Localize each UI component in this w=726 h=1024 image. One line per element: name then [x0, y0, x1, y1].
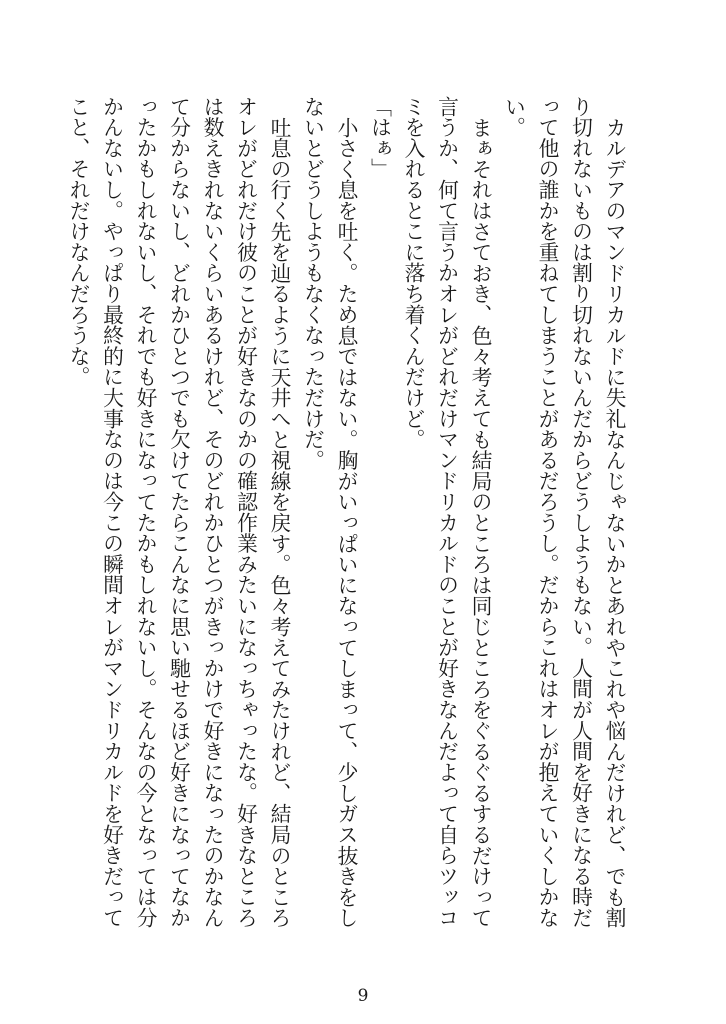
paragraph: カルデアのマンドリカルドに失礼なんじゃないかとあれやこれや悩んだけれど、でも割り切れないものは割り切れないんだからどうしようもない。人間が人間を好きになる時だって他の誰かを重ねてしまうことがあるだろうし。だからこれはオレが抱えていくしかない。: [501, 96, 626, 928]
paragraph: 吐息の行く先を辿るように天井へと視線を戻す。色々考えてみたけれど、結局のところオレがどれだけ彼のことが好きなのかの確認作業みたいになっちゃったな。好きなところは数えきれないくらいあるけれど、そのどれかひとつがきっかけで好きになったのかなんて分からないし、どれかひとつでも欠けてたらこんなに思い馳せるほど好きになってなかったかもしれないし、それでも好きになってたかもしれないし。そんなの今となっては分かんないし。やっぱり最終的に大事なのは今この瞬間オレがマンドリカルドを好きだってこと、それだけなんだろうな。: [66, 96, 291, 928]
page-number: 9: [357, 986, 369, 1006]
paragraph: まぁそれはさておき、色々考えても結局のところは同じところをぐるぐるするだけって言うか、何て言うかオレがどれだけマンドリカルドのことが好きなんだよって自らツッコミを入れるとこに落ち着くんだけど。: [401, 96, 492, 928]
vertical-text-body: [61, 96, 631, 928]
paragraph: 小さく息を吐く。ため息ではない。胸がいっぱいになってしまって、少しガス抜きをしないとどうしようもなくなっただけだ。: [300, 96, 358, 928]
dialogue-line: 「はぁ」: [367, 96, 392, 180]
